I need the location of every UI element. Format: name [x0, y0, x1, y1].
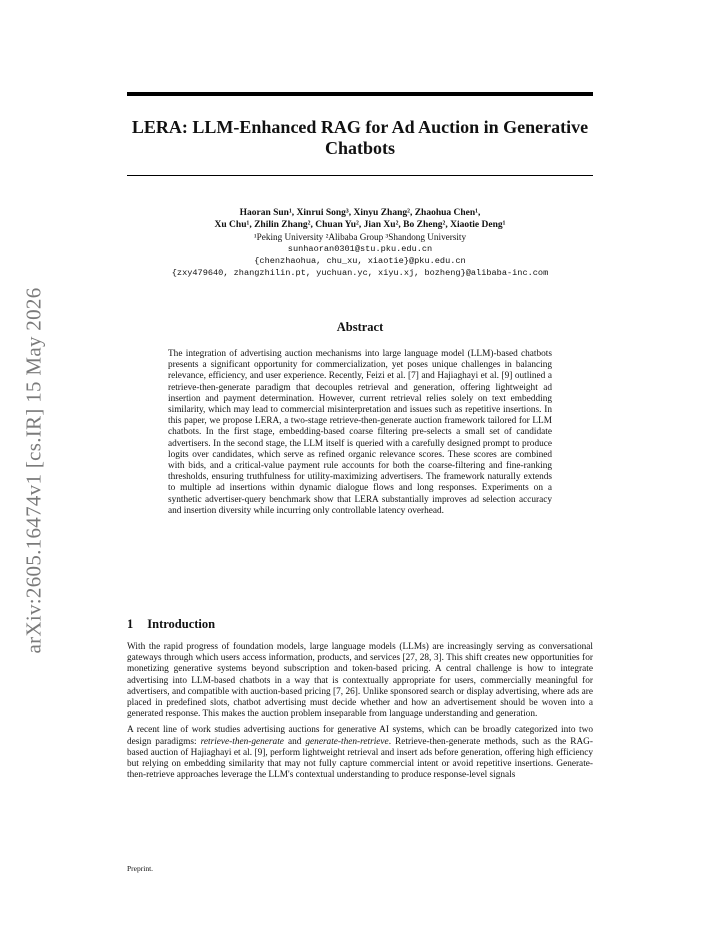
email-line-3: {zxy479640, zhangzhilin.pt, yuchuan.yc, xiyu.xj, bozheng}@alibaba-inc.com	[171, 268, 549, 278]
affiliations: ¹Peking University ²Alibaba Group ³Shandong University	[253, 232, 467, 242]
arxiv-identifier-stamp	[14, 260, 54, 680]
footer-note: Preprint.	[127, 864, 154, 873]
author-block	[100, 207, 620, 279]
intro-p2-part-c: . Retrieve-then-generate methods, such as the RAG-based auction of Hajiaghayi et al. [9], perform lightweight retrieval and insert ads before generation, offering high efficiency but relying on embedding similarity that may not fully capture commercial intent or avoid repetitive insertions. Generate-then-retrieve approaches leverage the LLM's contextual understanding to produce response-level signals	[127, 736, 593, 781]
author-names-line-1: Haoran Sun¹, Xinrui Song³, Xinyu Zhang², Zhaohua Chen¹,	[239, 208, 481, 218]
title-bottom-rule	[127, 175, 593, 176]
arxiv-stamp-text: arXiv:2605.16474v1 [cs.IR] 15 May 2026	[21, 286, 46, 654]
introduction-body	[127, 642, 593, 786]
intro-p2-emphasis-1: retrieve-then-generate	[200, 736, 284, 747]
abstract-text: The integration of advertising auction mechanisms into large language model (LLM)-based chatbots presents a significant opportunity for commercialization, yet poses unique challenges in balancing relevance, efficiency, and user experience. Recently, Feizi et al. [7] and Hajiaghayi et al. [9] outlined a retrieve-then-generate paradigm that decouples retrieval and generation, offering lightweight ad insertion and payment determination. However, current retrieval relies solely on text embedding similarity, which may lead to commercial misinterpretation and issues such as repetitive insertions. In this paper, we propose LERA, a two-stage retrieve-then-generate auction framework tailored for LLM chatbots. In the first stage, embedding-based coarse filtering pre-selects a small set of candidate advertisers. In the second stage, the LLM itself is queried with a carefully designed prompt to produce logits over candidates, which serve as refined organic relevance scores. These scores are combined with bids, and a critical-value payment rule accounts for both the coarse-filtering and fine-ranking thresholds, ensuring truthfulness for utility-maximizing advertisers. The framework naturally extends to multiple ad insertions within dynamic dialogue flows and long responses. Experiments on a synthetic advertiser-query benchmark show that LERA substantially improves ad selection accuracy and insertion diversity while incurring only controllable latency overhead.	[168, 349, 552, 516]
intro-p2-part-a: A recent line of work studies advertising auctions for generative AI systems, which can be broadly categorized into two design paradigms:	[127, 725, 593, 747]
title-top-rule	[127, 92, 593, 96]
section-title: Introduction	[147, 617, 216, 631]
email-line-1: sunhaoran0301@stu.pku.edu.cn	[287, 244, 433, 254]
intro-p2-emphasis-2: generate-then-retrieve	[305, 736, 389, 747]
intro-paragraph-1: With the rapid progress of foundation models, large language models (LLMs) are increasingly serving as conversational gateways through which users access information, products, and services [27, 28, 3]. This shift creates new opportunities for monetizing generative systems beyond subscription and token-based pricing. A central challenge is how to integrate advertising into LLM-based chatbots in a way that is contextually appropriate for users, commercially meaningful for advertisers, and compatible with auction-based pricing [7, 26]. Unlike sponsored search or display advertising, where ads are placed in predefined slots, chatbot advertising must decide whether and how an advertisement should be woven into a generated response. This makes the auction problem inseparable from language understanding and generation.	[127, 642, 593, 720]
author-names-line-2: Xu Chu¹, Zhilin Zhang², Chuan Yu², Jian Xu², Bo Zheng², Xiaotie Deng¹	[214, 220, 506, 230]
intro-paragraph-2	[127, 725, 593, 781]
section-number: 1	[127, 617, 134, 631]
intro-p2-part-b: and	[283, 736, 306, 747]
email-line-2: {chenzhaohua, chu_xu, xiaotie}@pku.edu.cn	[254, 256, 466, 266]
paper-title: LERA: LLM-Enhanced RAG for Ad Auction in Generative Chatbots	[131, 117, 589, 158]
section-heading	[127, 617, 215, 632]
abstract-heading: Abstract	[336, 320, 384, 334]
